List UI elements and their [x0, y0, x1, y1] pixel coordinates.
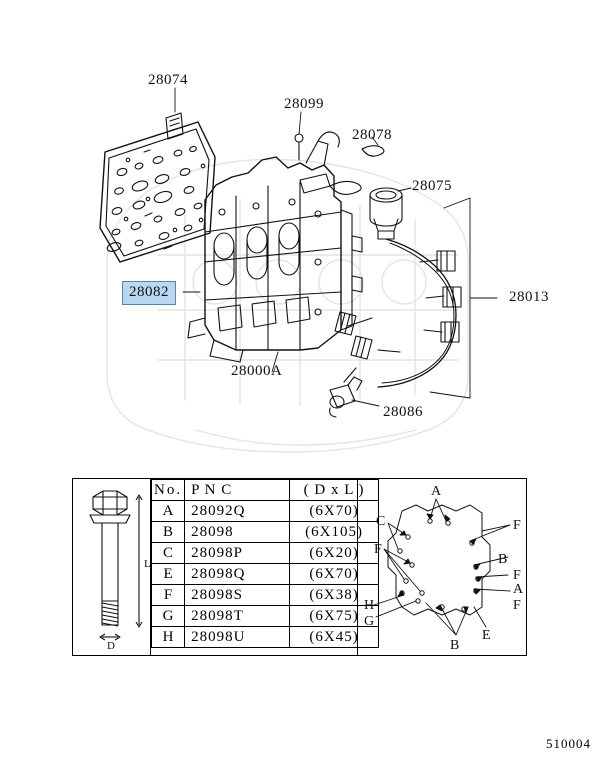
table-row: [152, 627, 379, 648]
row-pnc: 28092Q: [185, 501, 290, 522]
row-pnc: 28098S: [185, 585, 290, 606]
svg-text:L: L: [144, 558, 151, 570]
bolt-illustration-cell: [73, 479, 151, 655]
header-no: No.: [152, 480, 185, 501]
figure-marker-F: F: [513, 518, 521, 533]
header-pnc: P N C: [185, 480, 290, 501]
bolt-spec-table: [151, 479, 379, 648]
table-header-row: [152, 480, 379, 501]
figure-marker-F: F: [374, 542, 382, 557]
table-row: [152, 522, 379, 543]
row-pnc: 28098U: [185, 627, 290, 648]
figure-marker-A: A: [513, 582, 524, 597]
row-letter: G: [152, 606, 185, 627]
row-letter: C: [152, 543, 185, 564]
figure-marker-F: F: [513, 598, 521, 613]
row-letter: F: [152, 585, 185, 606]
row-letter: E: [152, 564, 185, 585]
bolt-icon: [73, 479, 151, 655]
bolt-location-figure: [357, 479, 526, 655]
table-row: [152, 606, 379, 627]
row-dl: (6X45): [290, 627, 379, 648]
row-dl: (6X70): [290, 501, 379, 522]
row-dl: (6X70): [290, 564, 379, 585]
figure-marker-F: F: [513, 568, 521, 583]
callout-28082-highlighted[interactable]: 28082: [122, 281, 176, 305]
row-pnc: 28098Q: [185, 564, 290, 585]
table-row: [152, 501, 379, 522]
bolt-location-linework: [358, 479, 527, 655]
figure-marker-C: C: [376, 514, 386, 529]
table-row: [152, 585, 379, 606]
callout-28013: 28013: [509, 289, 549, 305]
figure-marker-E: E: [482, 628, 491, 643]
callout-28086: 28086: [383, 404, 423, 420]
callout-28075: 28075: [412, 178, 452, 194]
callout-28074: 28074: [148, 72, 188, 88]
table-row: [152, 564, 379, 585]
row-dl: (6X105): [290, 522, 379, 543]
figure-marker-H: H: [364, 598, 375, 613]
row-letter: A: [152, 501, 185, 522]
figure-marker-B: B: [450, 638, 460, 653]
header-dl: ( D x L ): [290, 480, 379, 501]
figure-marker-A: A: [431, 484, 442, 499]
row-pnc: 28098P: [185, 543, 290, 564]
figure-marker-G: G: [364, 614, 375, 629]
row-letter: H: [152, 627, 185, 648]
svg-text:D: D: [107, 640, 115, 652]
row-letter: B: [152, 522, 185, 543]
parts-table: [72, 478, 527, 656]
callout-28078: 28078: [352, 127, 392, 143]
figure-marker-B: B: [498, 552, 508, 567]
row-dl: (6X38): [290, 585, 379, 606]
row-pnc: 28098T: [185, 606, 290, 627]
callout-28000A: 28000A: [231, 363, 283, 379]
row-dl: (6X20): [290, 543, 379, 564]
row-pnc: 28098: [185, 522, 290, 543]
diagram-code: 510004: [546, 736, 591, 751]
table-row: [152, 543, 379, 564]
row-dl: (6X75): [290, 606, 379, 627]
callout-28099: 28099: [284, 96, 324, 112]
